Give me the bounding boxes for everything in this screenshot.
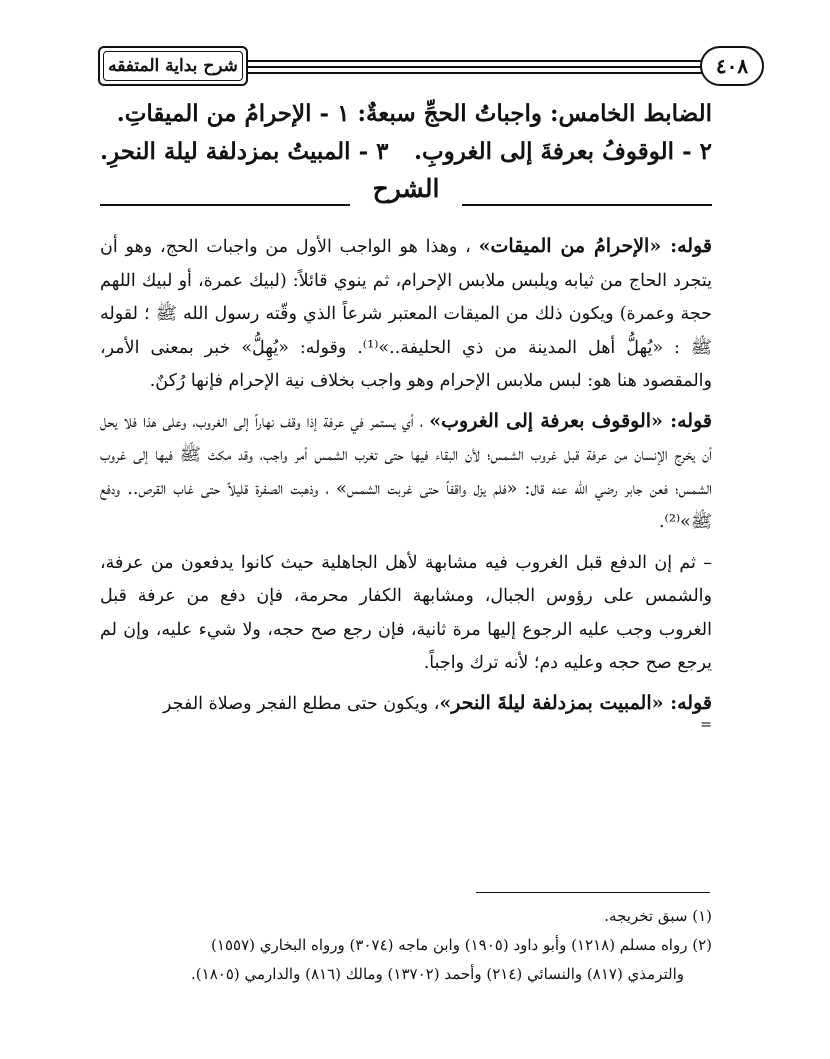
rule-item-3: ٣ - المبيتُ بمزدلفة ليلة النحرِ. (100, 138, 389, 165)
book-title-box (98, 46, 248, 86)
paragraph-early-departure (100, 546, 712, 681)
header-rule-middle (248, 66, 706, 68)
commentary-body (100, 230, 712, 735)
section-heading (100, 174, 712, 214)
footnote-2-continued: والترمذي (٨١٧) والنسائي (٢١٤) وأحمد (١٣٧٠٢) ومالك (٨١٦) والدارمي (١٨٠٥). (191, 965, 684, 983)
section-title: الشرح (372, 174, 440, 203)
section-heading-rule-right (462, 204, 712, 206)
paragraph-text: ، أي يستمر في عرفة إذا وقف نهاراً إلى الغروب، وعلى هذا فلا يحل أن يخرج الإنسان من عرفة قبل غروب الشمس؛ لأن البقاء فيها حتى تغرب الشمس أمر واجب، وقد مكث ﷺ فيها إلى غروب الشمس؛ فعن جابر رضي الله عنه قال: «فلم يزل واقفاً حتى غربت الشمس» ، وذهبت الصفرة قليلاً حتى غاب القرص.. ودفع ﷺ»⁽²⁾. (100, 411, 712, 532)
header-rule-top (248, 60, 706, 62)
section-heading-rule-left (100, 204, 350, 206)
rule-statement-line2 (100, 138, 712, 165)
footnote-2: (٢) رواه مسلم (١٢١٨) وأبو داود (١٩٠٥) وابن ماجه (٣٠٧٤) ورواه البخاري (١٥٥٧) (211, 936, 712, 954)
paragraph-lead: قوله: «الإحرامُ من الميقات» (478, 235, 712, 257)
paragraph-muzdalifah (100, 687, 712, 722)
footnote-1: (١) سبق تخريجه. (604, 907, 712, 925)
footnotes (100, 902, 712, 989)
paragraph-arafah (100, 405, 712, 540)
rule-item-2: ٢ - الوقوفُ بعرفةَ إلى الغروبِ. (414, 138, 712, 165)
rule-statement-line1: الضابط الخامس: واجباتُ الحجِّ سبعةٌ: ١ - الإحرامُ من الميقاتِ. (116, 100, 712, 127)
paragraph-ihram (100, 230, 712, 399)
paragraph-lead: قوله: «الوقوف بعرفة إلى الغروب» (429, 409, 712, 432)
paragraph-text: ، ويكون حتى مطلع الفجر وصلاة الفجر (163, 693, 440, 714)
footnote-separator (476, 892, 710, 893)
paragraph-lead: قوله: «المبيت بمزدلفة ليلةَ النحر» (439, 691, 712, 714)
running-header (98, 46, 764, 92)
header-rule-bottom (248, 72, 706, 74)
continuation-mark: = (700, 717, 712, 733)
book-title: شرح بداية المتفقه (103, 51, 243, 81)
paragraph-text: ، وهذا هو الواجب الأول من واجبات الحج، وهو أن يتجرد الحاج من ثيابه ويلبس ملابس الإحرام، ثم ينوي قائلاً: (لبيك عمرة، أو لبيك اللهم حجة وعمرة) ويكون ذلك من الميقات المعتبر شرعاً الذي وقّته رسول الله ﷺ ؛ لقوله ﷺ : «يُهلُّ أهل المدينة من ذي الحليفة..»⁽¹⁾. وقوله: «يُهِلُّ» خبر بمعنى الأمر، والمقصود هنا هو: لبس ملابس الإحرام وهو واجب بخلاف نية الإحرام فإنها رُكنٌ. (100, 237, 712, 391)
paragraph-text: – ثم إن الدفع قبل الغروب فيه مشابهة لأهل الجاهلية حيث كانوا يدفعون من عرفة، والشمس على رؤوس الجبال، ومشابهة الكفار محرمة، فإن دفع من عرفة قبل الغروب وجب عليه الرجوع إليها مرة ثانية، فإن رجع صح حجه، ولا شيء عليه، وإن لم يرجع صح حجه وعليه دم؛ لأنه ترك واجباً. (100, 552, 712, 673)
page-number: ٤٠٨ (700, 46, 764, 86)
